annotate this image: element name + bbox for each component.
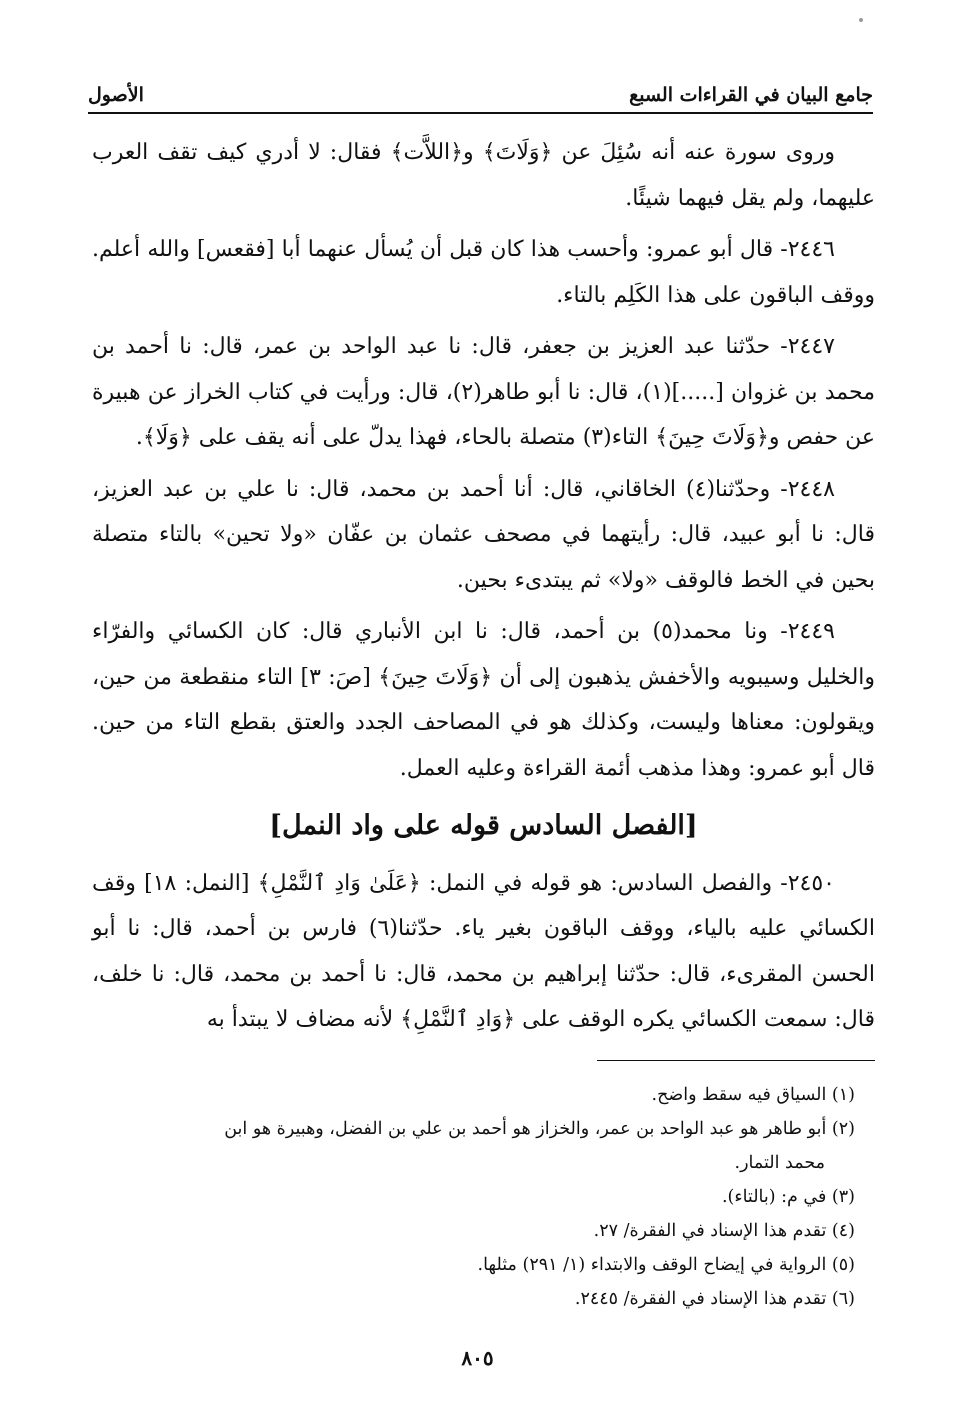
chapter-heading: [الفصل السادس قوله على واد النمل] bbox=[269, 810, 698, 841]
footnote-divider bbox=[597, 1060, 875, 1061]
paragraph: ٢٤٤٧- حدّثنا عبد العزيز بن جعفر، قال: نا عبد الواحد بن عمر، قال: نا أحمد بن محمد بن غزوان [.....](١)، قال: نا أبو طاهر(٢)، قال: ورأيت في كتاب الخراز عن هبيرة عن حفص و﴿وَلَاتَ حِينَ﴾ التاء(٣) متصلة بالحاء، فهذا يدلّ على أنه يقف على ﴿وَلَا﴾. bbox=[92, 334, 875, 450]
footnote-continuation: محمد التمار. bbox=[734, 1153, 825, 1173]
footnote: (٦) تقدم هذا الإسناد في الفقرة/ ٢٤٤٥. bbox=[574, 1289, 855, 1309]
paragraph: ٢٤٤٩- ونا محمد(٥) بن أحمد، قال: نا ابن الأنباري قال: كان الكسائي والفرّاء والخليل وسيبويه والأخفش يذهبون إلى أن ﴿وَلَاتَ حِينَ﴾ [صَ: ٣] التاء منقطعة من حين، ويقولون: معناها وليست، وكذلك هو في المصاحف الجدد والعتق بقطع التاء من حين. قال أبو عمرو: وهذا مذهب أئمة القراءة وعليه العمل. bbox=[92, 619, 876, 781]
scan-speck bbox=[859, 18, 863, 22]
paragraph: ٢٤٤٦- قال أبو عمرو: وأحسب هذا كان قبل أن يُسأل عنهما أبا [فقعس] والله أعلم. ووقف الباقون على هذا الكَلِم بالتاء. bbox=[92, 237, 875, 308]
running-header bbox=[88, 70, 873, 114]
footnote: (١) السياق فيه سقط واضح. bbox=[651, 1085, 855, 1105]
book-title: جامع البيان في القراءات السبع bbox=[629, 84, 873, 106]
paragraph: وروى سورة عنه أنه سُئِلَ عن ﴿وَلَاتَ﴾ و﴿اللاَّت﴾ فقال: لا أدري كيف تقف العرب عليهما، ولم يقل فيهما شيئًا. bbox=[92, 140, 875, 211]
section-title: الأصول bbox=[88, 84, 144, 106]
footnotes bbox=[92, 1078, 875, 1316]
footnote: (٤) تقدم هذا الإسناد في الفقرة/ ٢٧. bbox=[593, 1221, 855, 1241]
main-text bbox=[92, 130, 875, 1049]
paragraph: ٢٤٤٨- وحدّثنا(٤) الخاقاني، قال: أنا أحمد بن محمد، قال: نا علي بن عبد العزيز، قال: نا أبو عبيد، قال: رأيتهما في مصحف عثمان بن عفّان «ولا تحين» بالتاء متصلة بحين في الخط فالوقف «ولا» ثم يبتدىء بحين. bbox=[92, 476, 875, 593]
footnote: (٥) الرواية في إيضاح الوقف والابتداء (١/ ٢٩١) مثلها. bbox=[477, 1255, 855, 1275]
page-number: ٨٠٥ bbox=[461, 1346, 494, 1370]
footnote: (٢) أبو طاهر هو عبد الواحد بن عمر، والخزاز هو أحمد بن علي بن الفضل، وهبيرة هو ابن bbox=[224, 1119, 855, 1139]
footnote: (٣) في م: (بالتاء). bbox=[721, 1187, 855, 1207]
paragraph: ٢٤٥٠- والفصل السادس: هو قوله في النمل: ﴿عَلَىٰ وَادِ ٱلنَّمْلِ﴾ [النمل: ١٨] وقف الكسائي عليه بالياء، ووقف الباقون بغير ياء. حدّثنا(٦) فارس بن أحمد، قال: نا أبو الحسن المقرىء، قال: حدّثنا إبراهيم بن محمد، قال: نا أحمد بن محمد، قال: نا خلف، قال: سمعت الكسائي يكره الوقف على ﴿وَادِ ٱلنَّمْلِ﴾ لأنه مضاف لا يبتدأ به bbox=[92, 870, 875, 1032]
